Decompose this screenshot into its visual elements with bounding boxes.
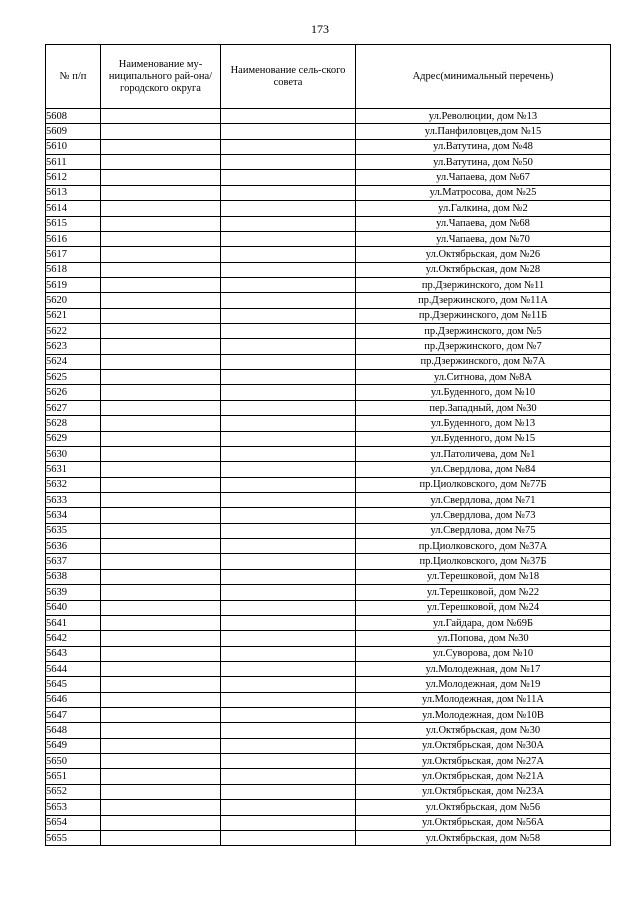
- page-number: 173: [311, 22, 329, 36]
- row-council-cell: [221, 800, 356, 815]
- table-row: [46, 585, 611, 600]
- row-number: 5617: [46, 247, 101, 262]
- row-address: ул.Молодежная, дом №19: [356, 677, 611, 692]
- header-number: № п/п: [46, 45, 101, 109]
- row-district-cell: [101, 446, 221, 461]
- row-address: ул.Свердлова, дом №75: [356, 523, 611, 538]
- row-council-cell: [221, 784, 356, 799]
- table-body: [46, 109, 611, 846]
- row-district-cell: [101, 185, 221, 200]
- row-council-cell: [221, 293, 356, 308]
- row-district-cell: [101, 477, 221, 492]
- row-number: 5641: [46, 615, 101, 630]
- header-council: Наименование сель-ского совета: [221, 45, 356, 109]
- row-council-cell: [221, 462, 356, 477]
- row-district-cell: [101, 569, 221, 584]
- table-row: [46, 677, 611, 692]
- row-address: ул.Гайдара, дом №69Б: [356, 615, 611, 630]
- row-address: пр.Дзержинского, дом №7: [356, 339, 611, 354]
- row-district-cell: [101, 677, 221, 692]
- row-address: ул.Свердлова, дом №73: [356, 508, 611, 523]
- table-row: [46, 170, 611, 185]
- table-row: [46, 231, 611, 246]
- row-council-cell: [221, 416, 356, 431]
- row-number: 5647: [46, 708, 101, 723]
- row-council-cell: [221, 155, 356, 170]
- row-address: ул.Октябрьская, дом №28: [356, 262, 611, 277]
- table-row: [46, 554, 611, 569]
- row-district-cell: [101, 339, 221, 354]
- row-address: ул.Чапаева, дом №68: [356, 216, 611, 231]
- row-district-cell: [101, 661, 221, 676]
- table-row: [46, 400, 611, 415]
- row-number: 5622: [46, 324, 101, 339]
- table-row: [46, 800, 611, 815]
- row-number: 5648: [46, 723, 101, 738]
- table-row: [46, 523, 611, 538]
- table-row: [46, 738, 611, 753]
- row-address: ул.Терешковой, дом №22: [356, 585, 611, 600]
- row-district-cell: [101, 508, 221, 523]
- row-address: пр.Дзержинского, дом №5: [356, 324, 611, 339]
- table-row: [46, 830, 611, 845]
- table-row: [46, 446, 611, 461]
- row-address: пр.Дзержинского, дом №7А: [356, 354, 611, 369]
- header-address: Адрес(минимальный перечень): [356, 45, 611, 109]
- row-district-cell: [101, 754, 221, 769]
- row-district-cell: [101, 431, 221, 446]
- row-address: ул.Чапаева, дом №70: [356, 231, 611, 246]
- row-council-cell: [221, 492, 356, 507]
- row-address: пр.Дзержинского, дом №11Б: [356, 308, 611, 323]
- table-row: [46, 646, 611, 661]
- row-district-cell: [101, 416, 221, 431]
- row-address: ул.Октябрьская, дом №27А: [356, 754, 611, 769]
- table-row: [46, 815, 611, 830]
- table-row: [46, 277, 611, 292]
- row-district-cell: [101, 830, 221, 845]
- row-council-cell: [221, 385, 356, 400]
- row-council-cell: [221, 815, 356, 830]
- row-number: 5644: [46, 661, 101, 676]
- row-district-cell: [101, 124, 221, 139]
- row-council-cell: [221, 769, 356, 784]
- row-council-cell: [221, 170, 356, 185]
- row-number: 5626: [46, 385, 101, 400]
- row-address: ул.Октябрьская, дом №23А: [356, 784, 611, 799]
- row-council-cell: [221, 692, 356, 707]
- row-council-cell: [221, 600, 356, 615]
- row-district-cell: [101, 784, 221, 799]
- table-row: [46, 492, 611, 507]
- row-number: 5649: [46, 738, 101, 753]
- row-address: пер.Западный, дом №30: [356, 400, 611, 415]
- row-council-cell: [221, 124, 356, 139]
- row-address: ул.Октябрьская, дом №58: [356, 830, 611, 845]
- row-district-cell: [101, 600, 221, 615]
- row-number: 5632: [46, 477, 101, 492]
- row-district-cell: [101, 492, 221, 507]
- table-header: [46, 45, 611, 109]
- row-number: 5610: [46, 139, 101, 154]
- row-address: ул.Буденного, дом №15: [356, 431, 611, 446]
- row-number: 5623: [46, 339, 101, 354]
- row-number: 5633: [46, 492, 101, 507]
- row-address: ул.Буденного, дом №13: [356, 416, 611, 431]
- table-row: [46, 462, 611, 477]
- row-district-cell: [101, 247, 221, 262]
- row-number: 5643: [46, 646, 101, 661]
- table-row: [46, 216, 611, 231]
- row-council-cell: [221, 216, 356, 231]
- row-district-cell: [101, 400, 221, 415]
- row-address: ул.Молодежная, дом №17: [356, 661, 611, 676]
- row-number: 5629: [46, 431, 101, 446]
- row-council-cell: [221, 723, 356, 738]
- row-address: ул.Суворова, дом №10: [356, 646, 611, 661]
- row-district-cell: [101, 769, 221, 784]
- row-council-cell: [221, 354, 356, 369]
- table-row: [46, 754, 611, 769]
- row-district-cell: [101, 155, 221, 170]
- row-district-cell: [101, 293, 221, 308]
- row-district-cell: [101, 539, 221, 554]
- table-row: [46, 600, 611, 615]
- row-address: ул.Молодежная, дом №11А: [356, 692, 611, 707]
- row-number: 5651: [46, 769, 101, 784]
- row-district-cell: [101, 370, 221, 385]
- row-number: 5645: [46, 677, 101, 692]
- table-row: [46, 262, 611, 277]
- row-address: ул.Октябрьская, дом №30А: [356, 738, 611, 753]
- row-council-cell: [221, 585, 356, 600]
- row-address: ул.Свердлова, дом №84: [356, 462, 611, 477]
- table-row: [46, 431, 611, 446]
- row-council-cell: [221, 708, 356, 723]
- row-council-cell: [221, 615, 356, 630]
- row-address: ул.Буденного, дом №10: [356, 385, 611, 400]
- row-council-cell: [221, 477, 356, 492]
- row-district-cell: [101, 800, 221, 815]
- row-address: пр.Циолковского, дом №37Б: [356, 554, 611, 569]
- row-district-cell: [101, 109, 221, 124]
- row-address: ул.Ситнова, дом №8А: [356, 370, 611, 385]
- row-address: ул.Патоличева, дом №1: [356, 446, 611, 461]
- table-row: [46, 723, 611, 738]
- row-district-cell: [101, 324, 221, 339]
- row-council-cell: [221, 231, 356, 246]
- table-row: [46, 109, 611, 124]
- table-row: [46, 324, 611, 339]
- row-number: 5625: [46, 370, 101, 385]
- row-council-cell: [221, 677, 356, 692]
- row-district-cell: [101, 139, 221, 154]
- row-address: ул.Попова, дом №30: [356, 631, 611, 646]
- row-number: 5646: [46, 692, 101, 707]
- row-district-cell: [101, 708, 221, 723]
- header-district: Наименование му-ниципального рай-она/ городского округа: [101, 45, 221, 109]
- row-council-cell: [221, 400, 356, 415]
- row-number: 5613: [46, 185, 101, 200]
- table-row: [46, 354, 611, 369]
- row-district-cell: [101, 231, 221, 246]
- row-council-cell: [221, 247, 356, 262]
- row-number: 5621: [46, 308, 101, 323]
- row-number: 5615: [46, 216, 101, 231]
- row-number: 5655: [46, 830, 101, 845]
- row-number: 5638: [46, 569, 101, 584]
- address-table: [45, 44, 611, 846]
- row-address: ул.Панфиловцев,дом №15: [356, 124, 611, 139]
- row-council-cell: [221, 201, 356, 216]
- row-council-cell: [221, 370, 356, 385]
- row-council-cell: [221, 431, 356, 446]
- row-number: 5619: [46, 277, 101, 292]
- row-district-cell: [101, 216, 221, 231]
- row-number: 5627: [46, 400, 101, 415]
- row-district-cell: [101, 585, 221, 600]
- row-council-cell: [221, 523, 356, 538]
- row-address: ул.Октябрьская, дом №56: [356, 800, 611, 815]
- row-council-cell: [221, 539, 356, 554]
- table-row: [46, 139, 611, 154]
- row-district-cell: [101, 815, 221, 830]
- row-council-cell: [221, 569, 356, 584]
- table-row: [46, 339, 611, 354]
- row-number: 5642: [46, 631, 101, 646]
- table-row: [46, 477, 611, 492]
- row-number: 5616: [46, 231, 101, 246]
- row-number: 5628: [46, 416, 101, 431]
- row-address: ул.Терешковой, дом №24: [356, 600, 611, 615]
- row-council-cell: [221, 339, 356, 354]
- row-address: пр.Дзержинского, дом №11: [356, 277, 611, 292]
- row-number: 5631: [46, 462, 101, 477]
- row-district-cell: [101, 523, 221, 538]
- row-district-cell: [101, 277, 221, 292]
- row-council-cell: [221, 262, 356, 277]
- table-row: [46, 308, 611, 323]
- table-row: [46, 615, 611, 630]
- row-district-cell: [101, 354, 221, 369]
- row-address: ул.Галкина, дом №2: [356, 201, 611, 216]
- table-row: [46, 708, 611, 723]
- row-number: 5618: [46, 262, 101, 277]
- row-number: 5653: [46, 800, 101, 815]
- row-number: 5652: [46, 784, 101, 799]
- row-district-cell: [101, 385, 221, 400]
- row-council-cell: [221, 754, 356, 769]
- row-number: 5609: [46, 124, 101, 139]
- table-row: [46, 631, 611, 646]
- row-council-cell: [221, 308, 356, 323]
- row-district-cell: [101, 723, 221, 738]
- row-address: ул.Свердлова, дом №71: [356, 492, 611, 507]
- row-address: пр.Циолковского, дом №37А: [356, 539, 611, 554]
- row-district-cell: [101, 262, 221, 277]
- row-address: ул.Матросова, дом №25: [356, 185, 611, 200]
- table-row: [46, 539, 611, 554]
- row-address: ул.Ватутина, дом №48: [356, 139, 611, 154]
- row-district-cell: [101, 692, 221, 707]
- table-row: [46, 201, 611, 216]
- row-council-cell: [221, 139, 356, 154]
- table-row: [46, 185, 611, 200]
- row-address: ул.Терешковой, дом №18: [356, 569, 611, 584]
- row-council-cell: [221, 631, 356, 646]
- row-number: 5630: [46, 446, 101, 461]
- row-number: 5654: [46, 815, 101, 830]
- row-number: 5614: [46, 201, 101, 216]
- row-number: 5611: [46, 155, 101, 170]
- row-number: 5624: [46, 354, 101, 369]
- row-address: ул.Революции, дом №13: [356, 109, 611, 124]
- table-row: [46, 569, 611, 584]
- table-row: [46, 155, 611, 170]
- table-row: [46, 416, 611, 431]
- row-council-cell: [221, 830, 356, 845]
- table-row: [46, 385, 611, 400]
- row-district-cell: [101, 201, 221, 216]
- row-district-cell: [101, 615, 221, 630]
- table-row: [46, 293, 611, 308]
- row-address: пр.Дзержинского, дом №11А: [356, 293, 611, 308]
- table-row: [46, 661, 611, 676]
- row-district-cell: [101, 308, 221, 323]
- row-address: ул.Октябрьская, дом №21А: [356, 769, 611, 784]
- row-council-cell: [221, 324, 356, 339]
- row-number: 5636: [46, 539, 101, 554]
- row-address: ул.Чапаева, дом №67: [356, 170, 611, 185]
- row-number: 5650: [46, 754, 101, 769]
- table-row: [46, 370, 611, 385]
- row-number: 5639: [46, 585, 101, 600]
- row-council-cell: [221, 277, 356, 292]
- row-council-cell: [221, 646, 356, 661]
- row-address: ул.Ватутина, дом №50: [356, 155, 611, 170]
- row-council-cell: [221, 109, 356, 124]
- row-number: 5612: [46, 170, 101, 185]
- row-address: пр.Циолковского, дом №77Б: [356, 477, 611, 492]
- row-address: ул.Октябрьская, дом №56А: [356, 815, 611, 830]
- row-number: 5637: [46, 554, 101, 569]
- row-district-cell: [101, 170, 221, 185]
- row-number: 5635: [46, 523, 101, 538]
- table-row: [46, 692, 611, 707]
- row-council-cell: [221, 185, 356, 200]
- row-council-cell: [221, 738, 356, 753]
- row-number: 5608: [46, 109, 101, 124]
- row-address: ул.Октябрьская, дом №26: [356, 247, 611, 262]
- row-council-cell: [221, 508, 356, 523]
- row-number: 5634: [46, 508, 101, 523]
- row-address: ул.Октябрьская, дом №30: [356, 723, 611, 738]
- row-number: 5620: [46, 293, 101, 308]
- table-row: [46, 124, 611, 139]
- row-number: 5640: [46, 600, 101, 615]
- row-district-cell: [101, 462, 221, 477]
- table-row: [46, 247, 611, 262]
- table-row: [46, 508, 611, 523]
- row-council-cell: [221, 661, 356, 676]
- row-district-cell: [101, 738, 221, 753]
- row-council-cell: [221, 554, 356, 569]
- row-district-cell: [101, 554, 221, 569]
- row-district-cell: [101, 631, 221, 646]
- table-row: [46, 769, 611, 784]
- table-row: [46, 784, 611, 799]
- row-district-cell: [101, 646, 221, 661]
- row-council-cell: [221, 446, 356, 461]
- row-address: ул.Молодежная, дом №10В: [356, 708, 611, 723]
